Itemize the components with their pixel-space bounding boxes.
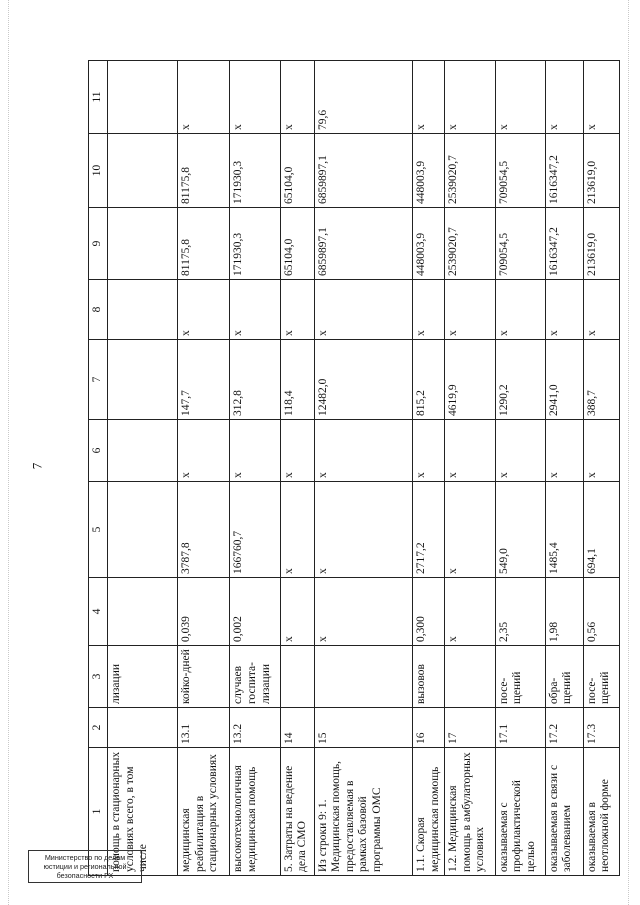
rotated-table-frame <box>88 61 620 876</box>
table-cell: 13.1 <box>178 708 230 748</box>
stamp-line: Министерство по делам <box>44 853 126 862</box>
row-label-cell: помощь в стационарных условиях всего, в том числе <box>108 748 178 876</box>
table-cell: 1,98 <box>545 578 583 646</box>
row-label-cell: 5. Затраты на ведение дела СМО <box>280 748 314 876</box>
row-label-cell: оказываемая в неотложной форме <box>583 748 619 876</box>
stamp-line: юстиции и региональной <box>43 862 127 871</box>
table-cell: 12482,0 <box>314 340 412 420</box>
header-cell: 2 <box>89 708 108 748</box>
table-cell: 213619,0 <box>583 134 619 208</box>
table-cell: 17.1 <box>495 708 545 748</box>
table-cell: 14 <box>280 708 314 748</box>
table-row <box>230 61 280 876</box>
row-label-cell: медицинская реабилитация в стационарных условиях <box>178 748 230 876</box>
table-cell <box>445 646 495 708</box>
header-cell: 7 <box>89 340 108 420</box>
table-cell: лизации <box>108 646 178 708</box>
table-cell: х <box>280 61 314 134</box>
left-binding-edge <box>8 0 10 905</box>
table-cell <box>280 646 314 708</box>
table-cell: 0,300 <box>413 578 445 646</box>
table-cell: х <box>280 420 314 482</box>
table-cell: 549,0 <box>495 482 545 578</box>
table-cell: 448003,9 <box>413 134 445 208</box>
table-cell: х <box>413 61 445 134</box>
table-cell: 0,002 <box>230 578 280 646</box>
table-row <box>445 61 495 876</box>
table-cell: 3787,8 <box>178 482 230 578</box>
table-cell: 17.3 <box>583 708 619 748</box>
header-cell: 4 <box>89 578 108 646</box>
header-cell: 10 <box>89 134 108 208</box>
row-label-cell: высокотехнологичная медицинская помощь <box>230 748 280 876</box>
table-row <box>583 61 619 876</box>
row-label-cell: 1.1. Скорая медицинская помощь <box>413 748 445 876</box>
header-cell: 1 <box>89 748 108 876</box>
table-cell: х <box>545 61 583 134</box>
table-cell: х <box>178 61 230 134</box>
row-label-cell: оказываемая в связи с заболеванием <box>545 748 583 876</box>
table-cell <box>108 578 178 646</box>
table-cell: х <box>413 280 445 340</box>
table-cell: х <box>583 280 619 340</box>
table-cell: обра-щений <box>545 646 583 708</box>
table-cell: случаев госпита-лизации <box>230 646 280 708</box>
table-cell: 171930,3 <box>230 208 280 280</box>
table-row <box>314 61 412 876</box>
table-cell: 1290,2 <box>495 340 545 420</box>
table-cell: х <box>280 280 314 340</box>
table-cell: 1616347,2 <box>545 134 583 208</box>
table-cell: вызовов <box>413 646 445 708</box>
table-cell: посе-щений <box>495 646 545 708</box>
right-binding-edge <box>628 0 630 905</box>
table-cell: 171930,3 <box>230 134 280 208</box>
row-label-cell: Из строки 9: 1. Медицинская помощь, предоставляемая в рамках базовой программы ОМС <box>314 748 412 876</box>
table-cell: 81175,8 <box>178 208 230 280</box>
header-cell: 11 <box>89 61 108 134</box>
table-cell: х <box>495 280 545 340</box>
table-cell: х <box>314 420 412 482</box>
table-cell: х <box>314 578 412 646</box>
table-cell: 16 <box>413 708 445 748</box>
table-cell: 2539020,7 <box>445 134 495 208</box>
table-cell <box>108 708 178 748</box>
header-cell: 9 <box>89 208 108 280</box>
table-row <box>280 61 314 876</box>
table-cell: 694,1 <box>583 482 619 578</box>
table-cell: х <box>314 280 412 340</box>
table-cell: х <box>445 578 495 646</box>
table-cell: 815,2 <box>413 340 445 420</box>
table-cell: х <box>445 420 495 482</box>
registration-stamp <box>28 850 142 883</box>
table-cell: 709054,5 <box>495 208 545 280</box>
table-cell: 2941,0 <box>545 340 583 420</box>
table-cell: 2539020,7 <box>445 208 495 280</box>
table-cell <box>108 340 178 420</box>
table-cell: х <box>583 61 619 134</box>
table-cell: х <box>178 280 230 340</box>
table-cell: х <box>314 482 412 578</box>
table-cell: 213619,0 <box>583 208 619 280</box>
table-cell <box>108 208 178 280</box>
table-cell: х <box>280 578 314 646</box>
row-label-cell: 1.2. Медицинская помощь в амбулаторных условиях <box>445 748 495 876</box>
table-row <box>178 61 230 876</box>
table-cell: х <box>545 420 583 482</box>
table-cell: х <box>545 280 583 340</box>
table-cell: х <box>230 280 280 340</box>
table-cell <box>108 482 178 578</box>
table-body <box>89 61 620 876</box>
table-cell: 65104,0 <box>280 208 314 280</box>
table-cell: 79,6 <box>314 61 412 134</box>
table-cell: 13.2 <box>230 708 280 748</box>
table-cell: 17.2 <box>545 708 583 748</box>
table-cell: 118,4 <box>280 340 314 420</box>
table-cell: х <box>178 420 230 482</box>
page-number: 7 <box>29 462 45 470</box>
table-cell: 312,8 <box>230 340 280 420</box>
data-table <box>88 60 620 876</box>
table-cell: посе-щений <box>583 646 619 708</box>
table-cell: 2717,2 <box>413 482 445 578</box>
table-cell: 709054,5 <box>495 134 545 208</box>
table-cell: 17 <box>445 708 495 748</box>
table-cell: 4619,9 <box>445 340 495 420</box>
header-cell: 5 <box>89 482 108 578</box>
table-cell: х <box>445 280 495 340</box>
table-cell: 6859897,1 <box>314 134 412 208</box>
table-row <box>545 61 583 876</box>
table-cell <box>108 420 178 482</box>
table-cell: 1485,4 <box>545 482 583 578</box>
table-cell: 388,7 <box>583 340 619 420</box>
row-label-cell: оказываемая с профилактической целью <box>495 748 545 876</box>
header-cell: 3 <box>89 646 108 708</box>
table-cell: 1616347,2 <box>545 208 583 280</box>
table-cell: х <box>445 61 495 134</box>
table-cell: х <box>230 420 280 482</box>
table-row <box>495 61 545 876</box>
table-cell: х <box>583 420 619 482</box>
table-cell <box>108 61 178 134</box>
table-cell: 15 <box>314 708 412 748</box>
table-cell: койко-дней <box>178 646 230 708</box>
table-cell <box>314 646 412 708</box>
table-cell: х <box>495 420 545 482</box>
table-row <box>108 61 178 876</box>
table-cell <box>108 280 178 340</box>
table-cell: 0,56 <box>583 578 619 646</box>
header-cell: 6 <box>89 420 108 482</box>
table-cell: 81175,8 <box>178 134 230 208</box>
table-cell: 166760,7 <box>230 482 280 578</box>
table-cell: х <box>413 420 445 482</box>
table-cell <box>108 134 178 208</box>
stamp-line: безопасности РХ <box>56 871 114 880</box>
header-cell: 8 <box>89 280 108 340</box>
table-cell: 448003,9 <box>413 208 445 280</box>
table-cell: 6859897,1 <box>314 208 412 280</box>
table-cell: х <box>230 61 280 134</box>
table-cell: 2,35 <box>495 578 545 646</box>
table-cell: х <box>280 482 314 578</box>
table-cell: 147,7 <box>178 340 230 420</box>
table-cell: 0,039 <box>178 578 230 646</box>
table-cell: х <box>445 482 495 578</box>
table-cell: 65104,0 <box>280 134 314 208</box>
header-row <box>89 61 108 876</box>
table-cell: х <box>495 61 545 134</box>
table-row <box>413 61 445 876</box>
